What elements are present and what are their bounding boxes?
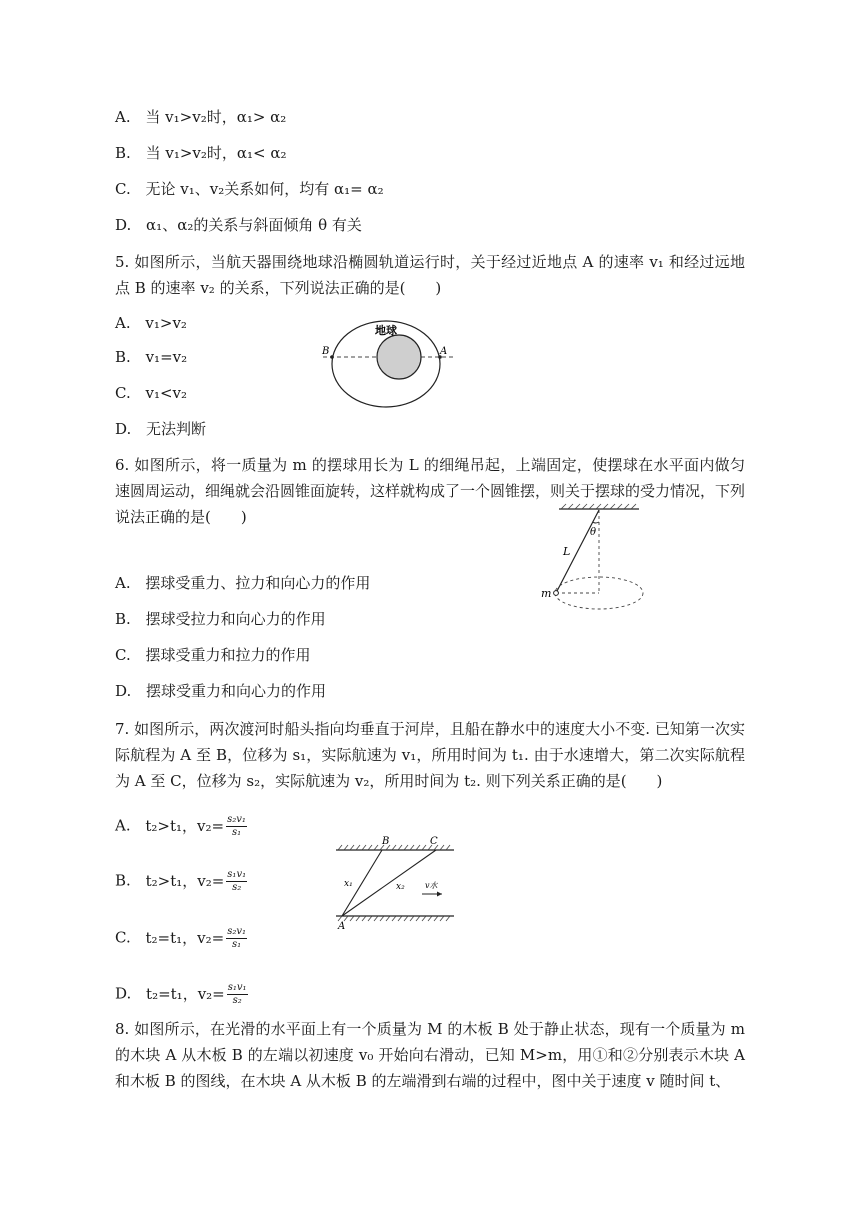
option-text: v₁>v₂	[145, 314, 187, 332]
option-text: 无论 v₁、v₂关系如何，均有 α₁= α₂	[145, 180, 384, 198]
point-b-dot	[330, 355, 334, 359]
option-text: t₂>t₁，v₂=	[145, 816, 225, 835]
q6-option-d	[115, 680, 326, 702]
q5-option-a	[115, 312, 187, 334]
water-arrow-icon	[437, 892, 442, 897]
question-number: 6.	[115, 456, 130, 474]
q4-option-c	[115, 178, 384, 200]
option-letter: D.	[115, 420, 132, 438]
earth-label: 地球	[375, 324, 397, 337]
option-text: v₁=v₂	[145, 348, 188, 366]
river-crossing-figure	[330, 830, 460, 930]
question-text: 如图所示，将一质量为 m 的摆球用长为 L 的细绳吊起，上端固定，使摆球在水平面内做匀速圆周运动，细绳就会沿圆锥面旋转，这样就构成了一个圆锥摆，则关于摆球的受力情况，下列说法正确的是( )	[115, 456, 746, 526]
q4-option-b	[115, 142, 287, 164]
q6-option-b	[115, 608, 326, 630]
question-text: 如图所示，在光滑的水平面上有一个质量为 M 的木板 B 处于静止状态，现有一个质量为 m 的木块 A 从木板 B 的左端以初速度 v₀ 开始向右滑动，已知 M>m，用①和②分别表示木块 A 和木板 B 的图线，在木块 A 从木板 B 的左端滑到右端的过程中，图中关于速度 v 随时间 t、	[115, 1020, 745, 1090]
option-text: t₂>t₁，v₂=	[145, 871, 225, 890]
option-letter: C.	[115, 180, 131, 198]
numerator: s₁v₁	[227, 869, 247, 880]
option-letter: D.	[115, 984, 132, 1003]
option-letter: D.	[115, 682, 132, 700]
orbit-figure	[315, 312, 465, 416]
option-text: α₁、α₂的关系与斜面倾角 θ 有关	[146, 216, 362, 234]
near-bank-hatch	[338, 916, 450, 921]
q7-option-c	[115, 926, 247, 951]
x1-label: x₁	[344, 879, 353, 889]
option-text: 摆球受拉力和向心力的作用	[145, 610, 326, 628]
numerator: s₂v₁	[227, 926, 247, 937]
q4-option-a	[115, 106, 286, 128]
option-letter: C.	[115, 384, 131, 402]
option-text: v₁<v₂	[145, 384, 188, 402]
q5-stem	[115, 249, 745, 301]
option-text: 摆球受重力、拉力和向心力的作用	[145, 574, 371, 592]
q6-option-c	[115, 644, 311, 666]
mass-label: m	[541, 587, 552, 600]
q7-option-a	[115, 814, 247, 839]
point-a-label: A	[440, 346, 448, 357]
denominator: s₂	[232, 882, 242, 893]
option-letter: A.	[115, 108, 131, 126]
fraction	[226, 869, 247, 894]
length-label: L	[563, 545, 571, 558]
option-letter: B.	[115, 348, 131, 366]
fraction	[226, 814, 247, 839]
question-number: 8.	[115, 1020, 130, 1038]
q6-option-a	[115, 572, 370, 594]
theta-label: θ	[590, 527, 597, 538]
question-text: 如图所示，当航天器围绕地球沿椭圆轨道运行时，关于经过近地点 A 的速率 v₁ 和经过远地点 B 的速率 v₂ 的关系，下列说法正确的是( )	[115, 253, 745, 297]
q5-option-d	[115, 418, 206, 440]
ceiling-hatch	[561, 504, 636, 509]
option-letter: C.	[115, 928, 131, 947]
q7-option-b	[115, 869, 247, 894]
q5-option-b	[115, 346, 187, 368]
theta-arc	[593, 522, 599, 523]
option-letter: A.	[115, 574, 131, 592]
q4-option-d	[115, 214, 362, 236]
conical-pendulum-figure	[535, 502, 675, 622]
numerator: s₂v₁	[227, 814, 246, 825]
option-letter: C.	[115, 646, 131, 664]
option-letter: B.	[115, 610, 131, 628]
denominator: s₁	[231, 827, 242, 838]
option-text: 摆球受重力和向心力的作用	[146, 682, 327, 700]
numerator: s₁v₁	[227, 982, 247, 993]
path-ac	[342, 850, 436, 916]
point-b-label: B	[382, 836, 390, 847]
denominator: s₂	[232, 995, 242, 1006]
question-text: 如图所示，两次渡河时船头指向均垂直于河岸，且船在静水中的速度大小不变. 已知第一次实际航程为 A 至 B，位移为 s₁，实际航速为 v₁，所用时间为 t₁. 由于水速增大，第二次实际航程为 A 至 C，位移为 s₂，实际航速为 v₂，所用时间为 t₂. 则下列关系正确的是( )	[115, 720, 745, 790]
q7-option-d	[115, 982, 248, 1007]
option-letter: A.	[115, 314, 131, 332]
water-velocity-label: v水	[425, 881, 438, 890]
option-text: 摆球受重力和拉力的作用	[145, 646, 311, 664]
option-text: t₂=t₁，v₂=	[146, 984, 225, 1003]
option-letter: B.	[115, 871, 131, 890]
option-text: 当 v₁>v₂时，α₁> α₂	[145, 108, 287, 126]
question-number: 5.	[115, 253, 130, 271]
earth-circle	[377, 335, 421, 379]
fraction	[226, 926, 247, 951]
pendulum-bob	[554, 591, 559, 596]
option-letter: D.	[115, 216, 132, 234]
x2-label: x₂	[396, 882, 405, 892]
fraction	[227, 982, 248, 1007]
option-text: 当 v₁>v₂时，α₁< α₂	[145, 144, 287, 162]
q5-option-c	[115, 382, 187, 404]
question-number: 7.	[115, 720, 130, 738]
option-letter: B.	[115, 144, 131, 162]
q8-stem	[115, 1016, 745, 1094]
option-letter: A.	[115, 816, 131, 835]
option-text: 无法判断	[146, 420, 207, 438]
point-c-label: C	[430, 836, 438, 847]
q7-stem	[115, 716, 745, 794]
point-a-label: A	[338, 921, 346, 930]
denominator: s₁	[232, 939, 242, 950]
option-text: t₂=t₁，v₂=	[145, 928, 225, 947]
point-b-label: B	[322, 346, 330, 357]
